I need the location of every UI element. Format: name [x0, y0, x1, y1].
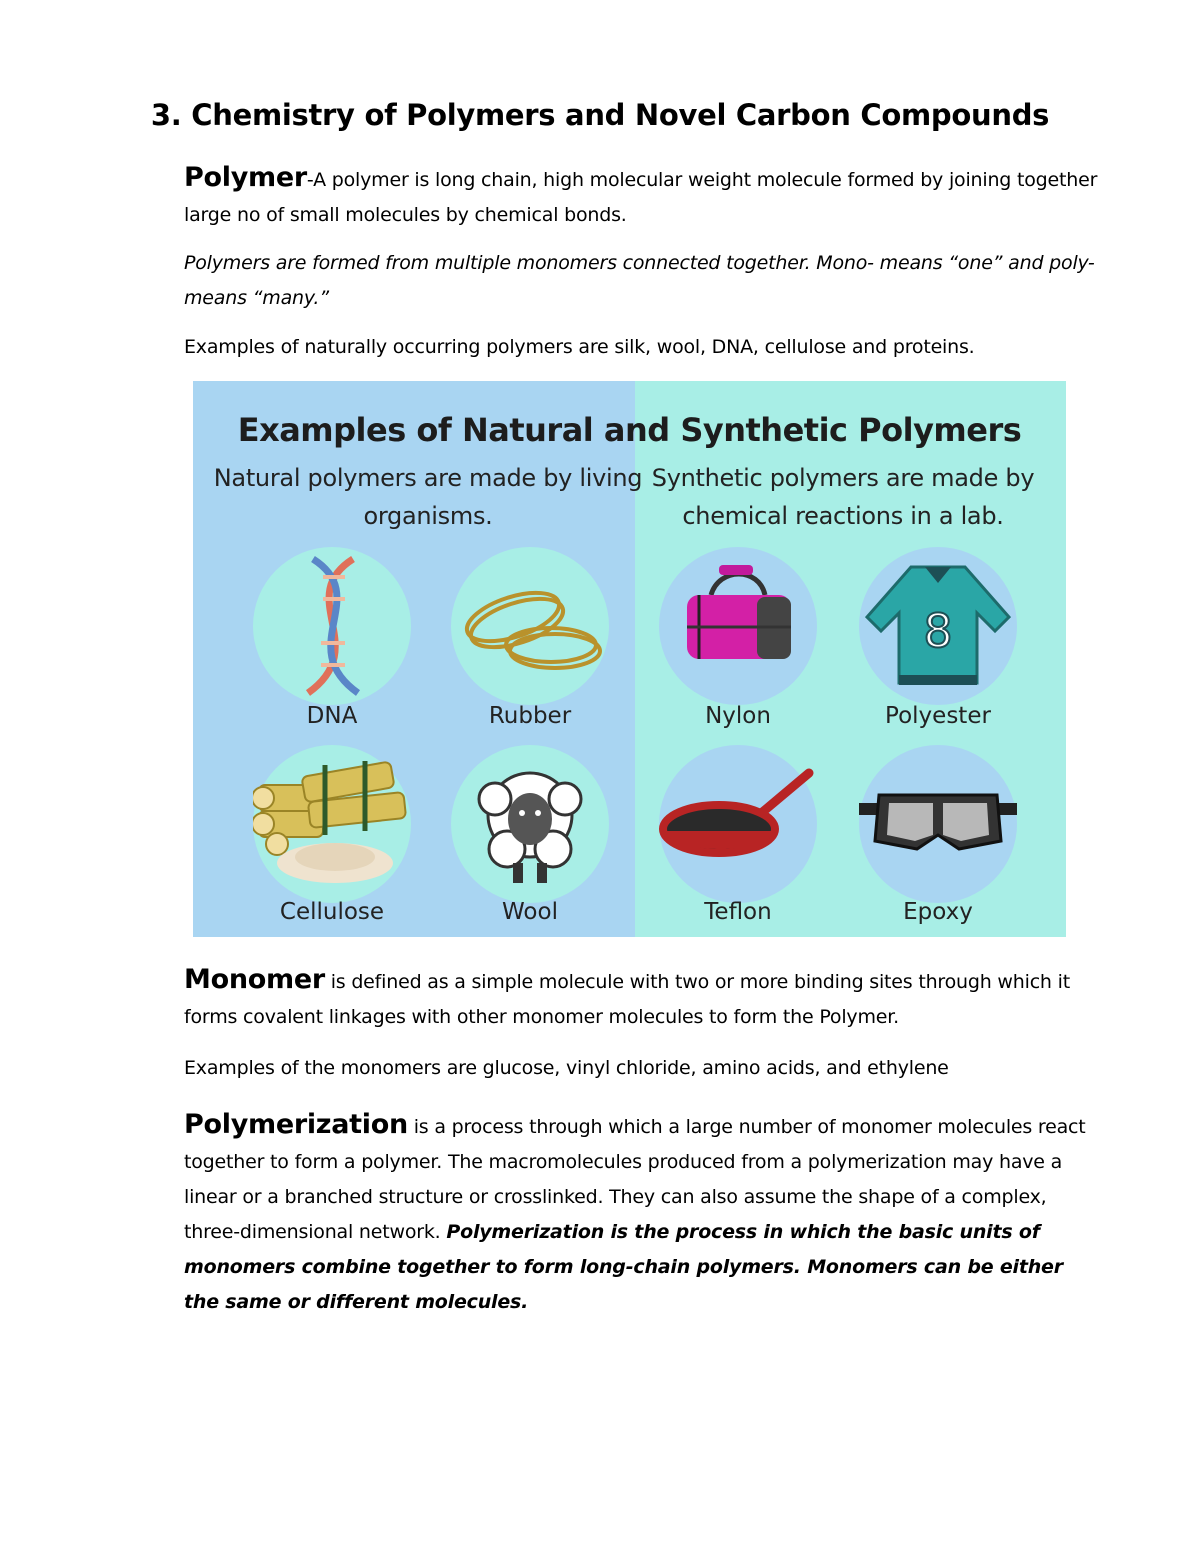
item-label-dna: DNA [306, 703, 358, 729]
polymer-definition-text: -A polymer is long chain, high molecular weight molecule formed by joining together large no of small molecules by chemical bonds. [184, 169, 1098, 226]
polymer-examples: Examples of naturally occurring polymers are silk, wool, DNA, cellulose and proteins. [184, 336, 975, 358]
jersey-number: 8 [923, 604, 953, 658]
polymerization-definition [184, 1107, 1104, 1320]
item-label-epoxy: Epoxy [903, 899, 973, 925]
synthetic-caption: Synthetic polymers are made by chemical reactions in a lab. [651, 464, 1035, 530]
rubber-bands-icon [451, 547, 609, 705]
dna-icon [253, 547, 411, 705]
item-label-nylon: Nylon [705, 703, 771, 729]
monomer-term: Monomer [184, 964, 325, 995]
sheep-icon [451, 745, 609, 903]
monomer-definition-text: is defined as a simple molecule with two or more binding sites through which it forms covalent linkages with other monomer molecules to form the Polymer. [184, 971, 1070, 1028]
item-label-teflon: Teflon [704, 899, 772, 925]
polymer-definition [184, 160, 1104, 233]
natural-caption: Natural polymers are made by living organisms. [213, 464, 643, 530]
polymer-term: Polymer [184, 162, 307, 193]
polymerization-emphasis: Polymerization is the process in which the basic units of monomers combine together to form long-chain polymers. Monomers can be either the same or different molecules. [184, 1221, 1063, 1313]
polymerization-term: Polymerization [184, 1109, 408, 1140]
polymer-italic-note: Polymers are formed from multiple monomers connected together. Mono- means “one” and poly- means “many.” [184, 252, 1095, 309]
monomer-examples: Examples of the monomers are glucose, vinyl chloride, amino acids, and ethylene [184, 1057, 949, 1079]
item-label-rubber: Rubber [488, 703, 572, 729]
goggles-icon [859, 745, 1017, 903]
polymerization-definition-text: is a process through which a large number of monomer molecules react together to form a polymer. The macromolecules produced from a polymerization may have a linear or a branched structure or crosslinked. They can also assume the shape of a complex, three-dimensional network. [184, 1116, 1086, 1243]
jersey-icon [859, 547, 1017, 705]
item-label-wool: Wool [502, 899, 558, 925]
monomer-definition [184, 962, 1104, 1035]
infographic-heading: Examples of Natural and Synthetic Polymers [237, 411, 1022, 449]
polymers-infographic [193, 381, 1066, 937]
duffel-bag-icon [659, 547, 817, 705]
item-label-polyester: Polyester [885, 703, 991, 729]
sugarcane-icon [253, 745, 411, 903]
page-title: 3. Chemistry of Polymers and Novel Carbon Compounds [150, 98, 1050, 132]
item-label-cellulose: Cellulose [279, 899, 385, 925]
frying-pan-icon [659, 745, 817, 903]
